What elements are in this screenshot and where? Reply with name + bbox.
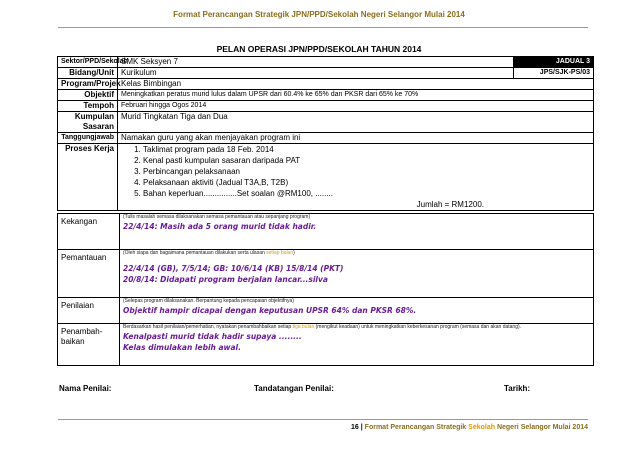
sektor-label: Sektor/PPD/Sekolah (58, 57, 118, 68)
pemantauan-handwriting-2: 20/8/14: Didapati program berjalan lancar...silva (123, 275, 328, 284)
kekangan-label: Kekangan (58, 214, 120, 250)
program-value: Kelas Bimbingan (118, 79, 594, 90)
penambahbaikan-handwriting-1: Kenalpasti murid tidak hadir supaya ........ (123, 332, 302, 341)
objektif-value: Meningkatkan peratus murid lulus dalam UPSR dari 60.4% ke 65% dan PKSR dari 65% ke 70% (118, 90, 594, 101)
tanggungjawab-label: Tanggungjawab (58, 133, 118, 144)
kumpulan-label-line1: Kumpulan (74, 112, 114, 121)
proses-step: 1. Taklimat program pada 18 Feb. 2014 (143, 144, 590, 155)
penilaian-cell (120, 298, 594, 324)
kumpulan-label (58, 112, 118, 133)
tarikh-label: Tarikh: (504, 384, 531, 393)
objektif-label: Objektif (58, 90, 118, 101)
proses-step: 3. Perbincangan pelaksanaan (143, 166, 590, 177)
proses-step: 4. Pelaksanaan aktiviti (Jadual T3A,B, T2B) (143, 177, 590, 188)
jumlah-total: Jumlah = RM1200. (416, 200, 484, 209)
page-title: PELAN OPERASI JPN/PPD/SEKOLAH TAHUN 2014 (216, 44, 422, 54)
proses-value (118, 144, 594, 211)
bidang-value: Kurikulum (118, 68, 514, 79)
footer-divider (58, 419, 588, 420)
tempoh-value: Februari hingga Ogos 2014 (118, 101, 594, 112)
kumpulan-value: Murid Tingkatan Tiga dan Dua (118, 112, 594, 133)
jps-code: JPS/SJK-PS/03 (514, 68, 594, 79)
header-divider (58, 27, 588, 28)
kumpulan-label-line2: Sasaran (82, 122, 114, 131)
tempoh-label: Tempoh (58, 101, 118, 112)
penambahbaikan-instruction: Berdasarkan hasil penilaian/pemerhatian, nyatakan penambahbaikan setiap tiga bulan (mengikut keadaan) untuk meningkatkan keberkesanan program (semasa dan akan datang). (123, 324, 522, 330)
program-label: Program/Projek (58, 79, 118, 90)
penambahbaikan-label-line1: Penambah- (61, 327, 103, 336)
kekangan-instruction: (Tulis masalah semasa dilaksanakan semasa pemantauan atau sepanjang program) (123, 214, 311, 220)
pemantauan-instruction: (Oleh siapa dan bagaimana pemantauan dilakukan serta ulasan setiap bulan) (123, 250, 295, 256)
page-footer: 16 | Format Perancangan Strategik Sekolah Negeri Selangor Mulai 2014 (351, 424, 588, 431)
penilaian-handwriting: Objektif hampir dicapai dengan keputusan UPSR 64% dan PKSR 68%. (123, 306, 417, 315)
proses-steps-list (121, 144, 590, 199)
nama-penilai-label: Nama Penilai: (59, 384, 112, 393)
jadual-badge: JADUAL 3 (514, 57, 594, 68)
penambahbaikan-label (58, 324, 120, 366)
proses-step: 5. Bahan keperluan...............Set soalan @RM100, ........ (143, 188, 590, 199)
proses-label: Proses Kerja (58, 144, 118, 211)
plan-info-table (57, 56, 594, 211)
penambahbaikan-label-line2: baikan (61, 337, 85, 346)
penambahbaikan-cell (120, 324, 594, 366)
bidang-label: Bidang/Unit (58, 68, 118, 79)
tanggungjawab-value: Namakan guru yang akan menjayakan program ini (118, 133, 594, 144)
kekangan-cell (120, 214, 594, 250)
sektor-value: SMK Seksyen 7 (118, 57, 514, 68)
review-table (57, 213, 594, 366)
kekangan-handwriting: 22/4/14: Masih ada 5 orang murid tidak hadir. (123, 222, 317, 231)
tandatangan-penilai-label: Tandatangan Penilai: (254, 384, 334, 393)
penambahbaikan-handwriting-2: Kelas dimulakan lebih awal. (123, 343, 241, 352)
pemantauan-cell (120, 250, 594, 298)
penilaian-instruction: (Selepas program dilaksanakan. Berpantung kepada pencapaian objektifnya) (123, 298, 294, 304)
pemantauan-handwriting-1: 22/4/14 (GB), 7/5/14; GB: 10/6/14 (KB) 15/8/14 (PKT) (123, 264, 344, 273)
page-number: 16 (351, 424, 359, 431)
running-header: Format Perancangan Strategik JPN/PPD/Sekolah Negeri Selangor Mulai 2014 (173, 10, 465, 19)
proses-step: 2. Kenal pasti kumpulan sasaran daripada PAT (143, 155, 590, 166)
penilaian-label: Penilaian (58, 298, 120, 324)
pemantauan-label: Pemantauan (58, 250, 120, 298)
